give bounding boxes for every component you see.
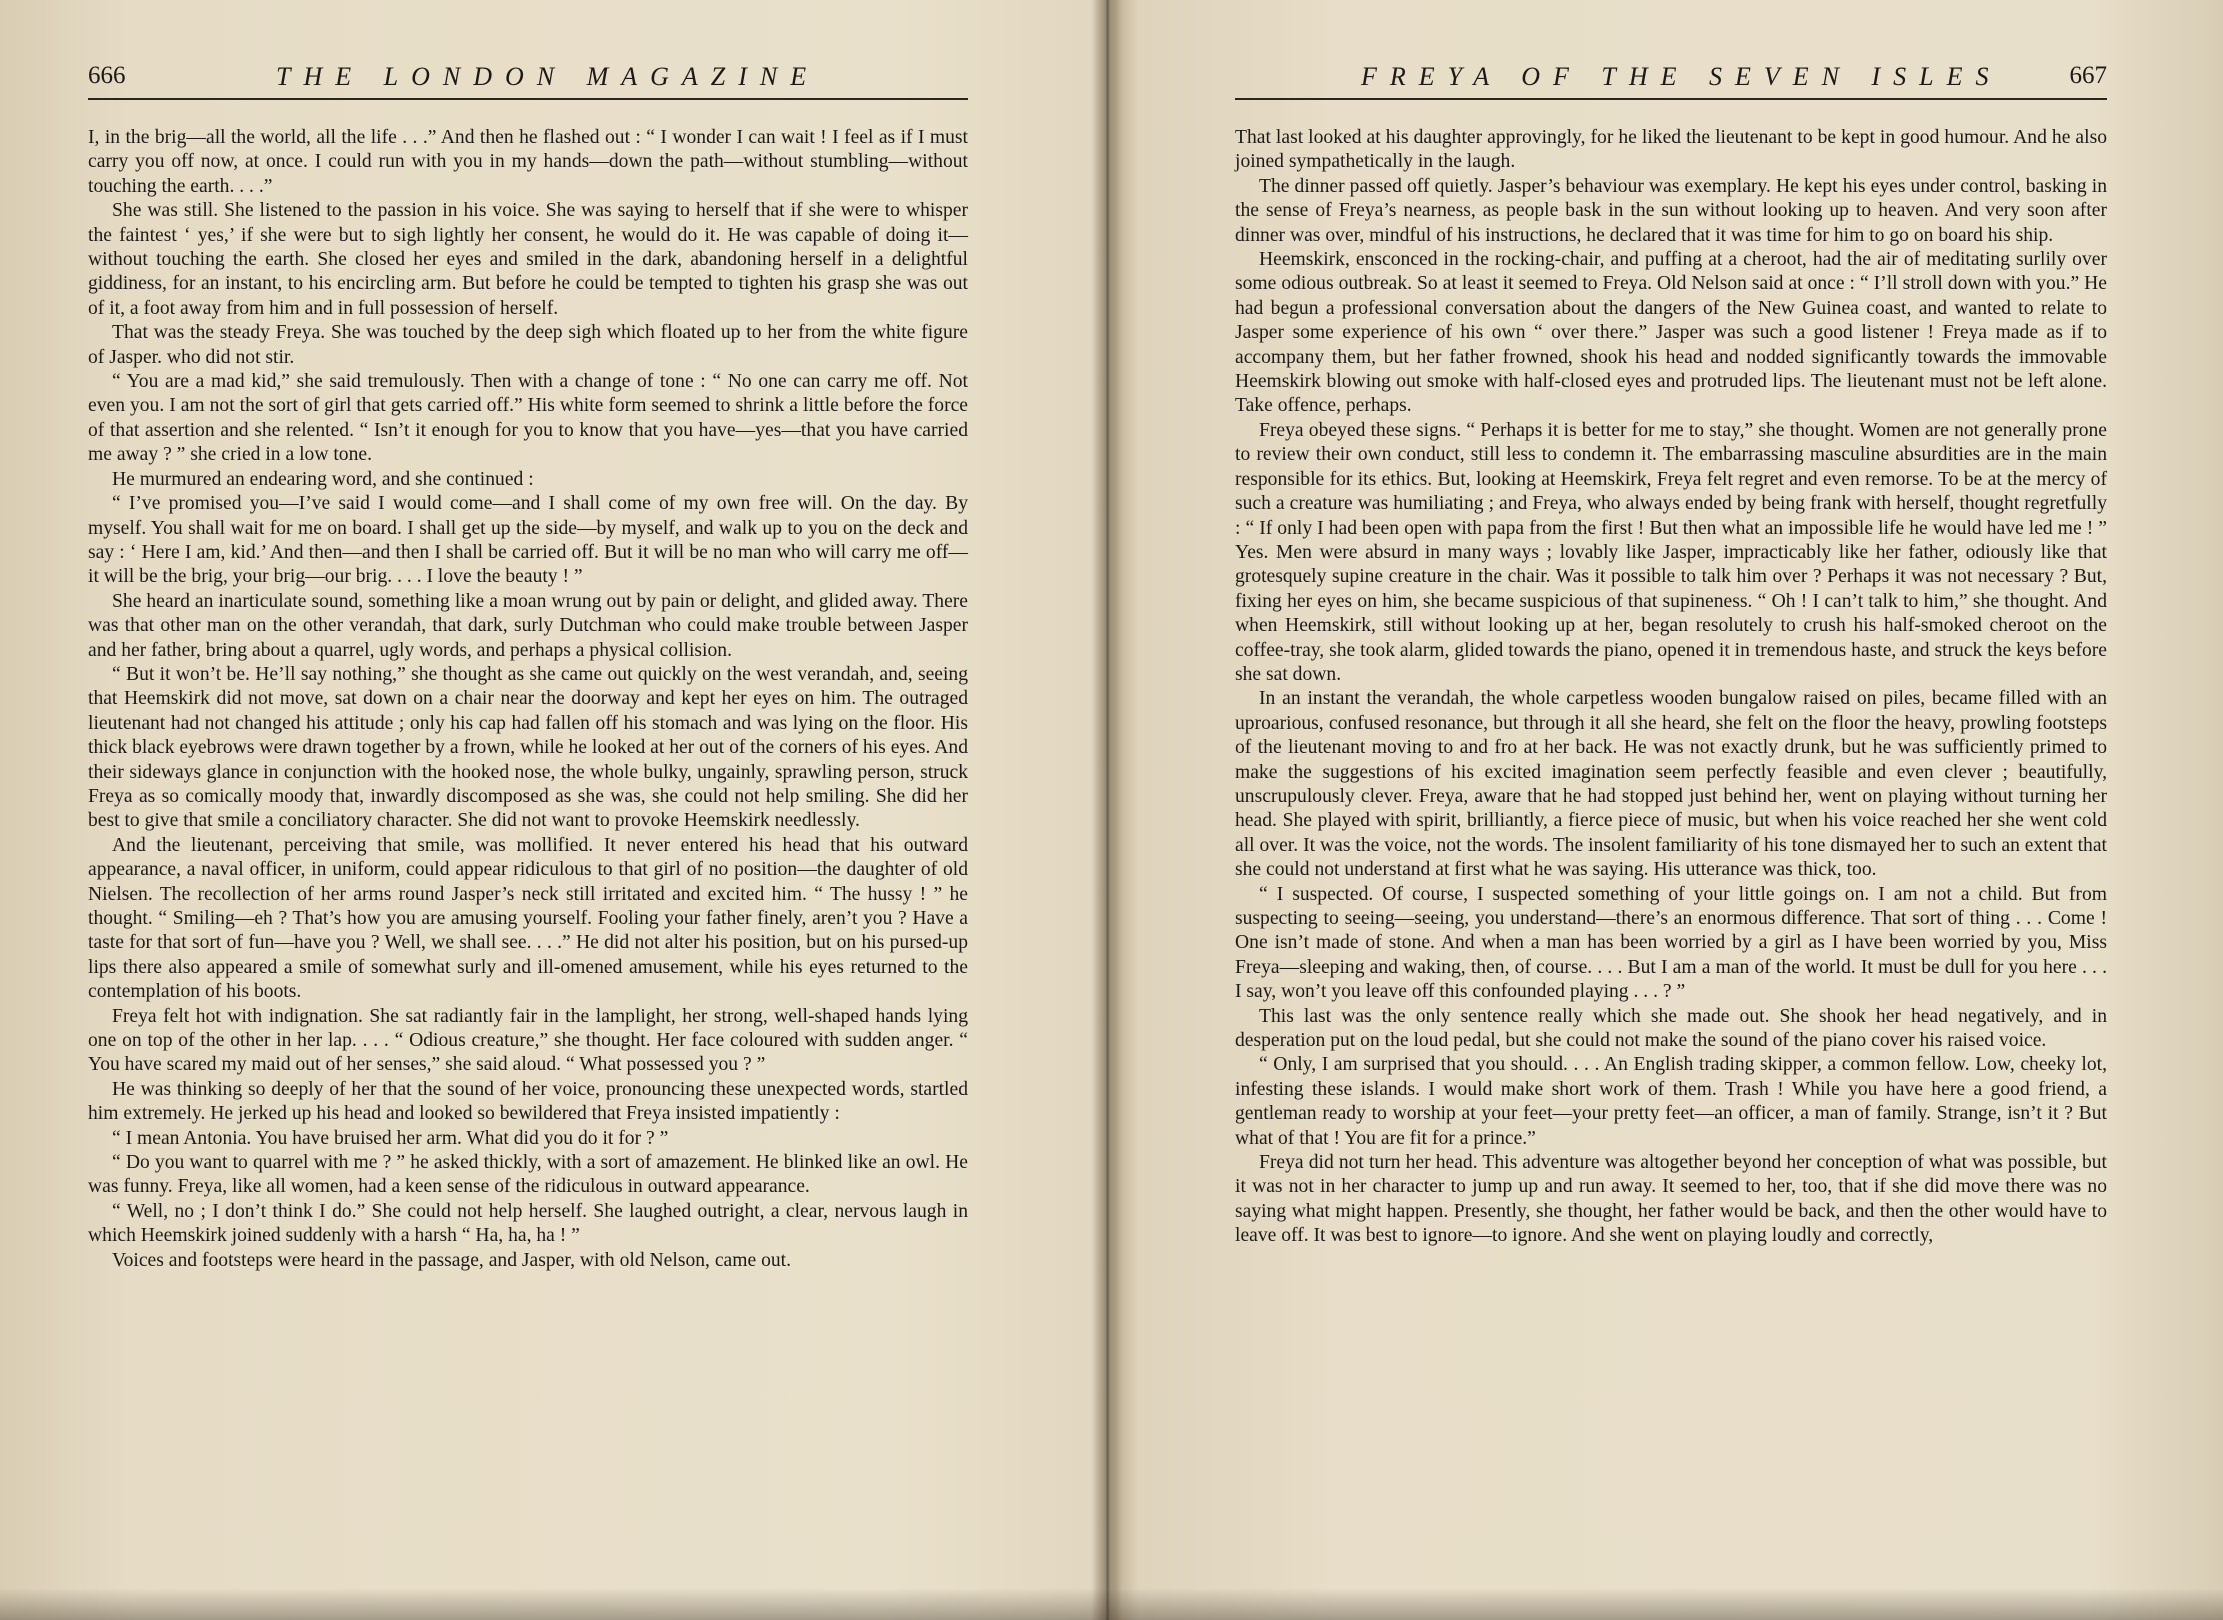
paragraph: Freya felt hot with indignation. She sat radiantly fair in the lamplight, her strong, well-shaped hands lying one on top of the other in her lap. . . . “ Odious creature,” she thought. Her face coloured with sudden anger. “ You have scared my maid out of her senses,” she said aloud. “ What possessed you ? ” xyxy=(88,1005,968,1076)
paragraph: Freya obeyed these signs. “ Perhaps it is better for me to stay,” she thought. Women are not generally prone to review their own conduct, still less to condemn it. The embarrassing masculine absurdities are in the main responsible for its ethics. But, looking at Heemskirk, Freya felt regret and even remorse. To be at the mercy of such a creature was humiliating ; and Freya, who always ended by being frank with herself, thought regretfully : “ If only I had been open with papa from the first ! But then what an impossible life he would have led me ! ” Yes. Men were absurd in many ways ; lovably like Jasper, impracticably like her father, odiously like that grotesquely supine creature in the chair. Was it possible to talk him over ? Perhaps it was not necessary ? But, fixing her eyes on him, she became suspicious of that supineness. “ Oh ! I can’t talk to him,” she thought. And when Heemskirk, still without looking up at her, began resolutely to crush his half-smoked cheroot on the coffee-tray, she took alarm, glided towards the piano, opened it in tremendous haste, and struck the keys before she sat down. xyxy=(1235,419,2107,685)
paragraph: I, in the brig—all the world, all the life . . .” And then he flashed out : “ I wonder I can wait ! I feel as if I must carry you off now, at once. I could run with you in my hands—down the path—without stumbling—without touching the earth. . . .” xyxy=(88,127,968,197)
paragraph: “ But it won’t be. He’ll say nothing,” she thought as she came out quickly on the west verandah, and, seeing that Heemskirk did not move, sat down on a chair near the doorway and kept her eyes on him. The outraged lieutenant had not changed his attitude ; only his cap had fallen off his stomach and was lying on the floor. His thick black eyebrows were drawn together by a frown, while he looked at her out of the corners of his eyes. And their sideways glance in conjunction with the hooked nose, the whole bulky, ungainly, sprawling person, struck Freya as so comically moody that, inwardly discomposed as she was, she could not help smiling. She did her best to give that smile a conciliatory character. She did not want to provoke Heemskirk needlessly. xyxy=(88,663,968,832)
paragraph: In an instant the verandah, the whole carpetless wooden bungalow raised on piles, became filled with an uproarious, confused resonance, but through it all she heard, she felt on the floor the heavy, prowling footsteps of the lieutenant moving to and fro at her back. He was not exactly drunk, but he was sufficiently primed to make the suggestions of his excited imagination seem perfectly feasible and even clever ; beautifully, unscrupulously clever. Freya, aware that he had stopped just behind her, went on playing without turning her head. She played with spirit, brilliantly, a fierce piece of music, but when his voice reached her she went cold all over. It was the voice, not the words. The insolent familiarity of his tone dismayed her to such an extent that she could not understand at first what he was saying. His utterance was thick, too. xyxy=(1235,688,2107,881)
paragraph: He was thinking so deeply of her that the sound of her voice, pronouncing these unexpected words, startled him extremely. He jerked up his head and looked so bewildered that Freya insisted impatiently : xyxy=(88,1078,968,1125)
paragraph: He murmured an endearing word, and she continued : xyxy=(112,468,534,490)
paragraph: That was the steady Freya. She was touched by the deep sigh which floated up to her from the white figure of Jasper. who did not stir. xyxy=(88,322,968,368)
book-gutter xyxy=(1092,0,1122,1620)
right-running-head: FREYA OF THE SEVEN ISLES xyxy=(1361,62,2002,91)
right-running-header xyxy=(1235,62,2107,100)
paragraph: Heemskirk, ensconced in the rocking-chair, and puffing at a cheroot, had the air of meditating surlily over some odious outbreak. So at least it seemed to Freya. Old Nelson said at once : “ I’ll stroll down with you.” He had begun a professional conversation about the dangers of the New Guinea coast, and wanted to relate to Jasper some experience of his own “ over there.” Jasper was such a good listener ! Freya made as if to accompany them, but her father frowned, shook his head and nodded significantly towards the immovable Heemskirk blowing out smoke with half-closed eyes and protruded lips. The lieutenant must not be left alone. Take offence, perhaps. xyxy=(1235,249,2107,417)
left-page xyxy=(88,0,968,1590)
paragraph: This last was the only sentence really which she made out. She shook her head negatively, and in desperation put on the loud pedal, but she could not make the sound of the piano cover his raised voice. xyxy=(1235,1005,2107,1052)
right-page-text xyxy=(1235,126,2107,1249)
page-bottom-edge xyxy=(0,1588,2223,1620)
paragraph: Voices and footsteps were heard in the passage, and Jasper, with old Nelson, came out. xyxy=(112,1249,792,1271)
paragraph: “ I’ve promised you—I’ve said I would come—and I shall come of my own free will. On the day. By myself. You shall wait for me on board. I shall get up the side—by myself, and walk up to you on the deck and say : ‘ Here I am, kid.’ And then—and then I shall be carried off. But it will be no man who will carry me off—it will be the brig, your brig—our brig. . . . I love the beauty ! ” xyxy=(88,493,968,588)
paragraph: The dinner passed off quietly. Jasper’s behaviour was exemplary. He kept his eyes under control, basking in the sense of Freya’s nearness, as people bask in the sun without looking up to heaven. And very soon after dinner was over, mindful of his instructions, he declared that it was time for him to go on board his ship. xyxy=(1235,175,2107,246)
paragraph: That last looked at his daughter approvingly, for he liked the lieutenant to be kept in good humour. And he also joined sympathetically in the laugh. xyxy=(1235,127,2107,173)
left-page-text xyxy=(88,126,968,1273)
paragraph: “ Only, I am surprised that you should. . . . An English trading skipper, a common fellow. Low, cheeky lot, infesting these islands. I would make short work of them. Trash ! While you have here a good friend, a gentleman ready to worship at your feet—your pretty feet—an officer, a man of family. Strange, isn’t it ? But what of that ! You are fit for a prince.” xyxy=(1235,1054,2107,1149)
left-page-number: 666 xyxy=(88,62,126,89)
paragraph: “ I suspected. Of course, I suspected something of your little goings on. I am not a child. But from suspecting to seeing—seeing, you understand—there’s an enormous difference. That sort of thing . . . Come ! One isn’t made of stone. And when a man has been worried by a girl as I have been worried by you, Miss Freya—sleeping and waking, then, of course. . . . But I am a man of the world. It must be dull for you here . . . I say, won’t you leave off this confounded playing . . . ? ” xyxy=(1235,883,2107,1003)
left-running-head: THE LONDON MAGAZINE xyxy=(276,62,820,91)
paragraph: She heard an inarticulate sound, something like a moan wrung out by pain or delight, and glided away. There was that other man on the other verandah, that dark, surly Dutchman who could make trouble between Jasper and her father, bring about a quarrel, ugly words, and perhaps a physical collision. xyxy=(88,590,968,661)
left-running-header xyxy=(88,62,968,100)
paragraph: “ I mean Antonia. You have bruised her arm. What did you do it for ? ” xyxy=(112,1127,669,1149)
paragraph: “ Well, no ; I don’t think I do.” She could not help herself. She laughed outright, a clear, nervous laugh in which Heemskirk joined suddenly with a harsh “ Ha, ha, ha ! ” xyxy=(88,1200,968,1247)
paragraph: Freya did not turn her head. This adventure was altogether beyond her conception of what was possible, but it was not in her character to jump up and run away. It seemed to her, too, that if she did move there was no saying what might happen. Presently, she thought, her father would be back, and then the other would have to leave off. It was best to ignore—to ignore. And she went on playing loudly and correctly, xyxy=(1235,1152,2107,1247)
paragraph: “ Do you want to quarrel with me ? ” he asked thickly, with a sort of amazement. He blinked like an owl. He was funny. Freya, like all women, had a keen sense of the ridiculous in outward appearance. xyxy=(88,1152,968,1198)
right-page-number: 667 xyxy=(2069,62,2107,89)
paragraph: She was still. She listened to the passion in his voice. She was saying to herself that if she were to whisper the faintest ‘ yes,’ if she were but to sigh lightly her consent, he would do it. He was capable of doing it—without touching the earth. She closed her eyes and smiled in the dark, abandoning herself in a delightful giddiness, for an instant, to his encircling arm. But before he could be tempted to tighten his grasp she was out of it, a foot away from him and in full possession of herself. xyxy=(88,200,968,319)
right-page xyxy=(1235,0,2107,1590)
paragraph: And the lieutenant, perceiving that smile, was mollified. It never entered his head that his outward appearance, a naval officer, in uniform, could appear ridiculous to that girl of no position—the daughter of old Nielsen. The recollection of her arms round Jasper’s neck still irritated and excited him. “ The hussy ! ” he thought. “ Smiling—eh ? That’s how you are amusing yourself. Fooling your father finely, aren’t you ? Have a taste for that sort of fun—have you ? Well, we shall see. . . .” He did not alter his position, but on his pursed-up lips there also appeared a smile of somewhat surly and ill-omened amusement, while his eyes returned to the contemplation of his boots. xyxy=(88,834,968,1003)
paragraph: “ You are a mad kid,” she said tremulously. Then with a change of tone : “ No one can carry me off. Not even you. I am not the sort of girl that gets carried off.” His white form seemed to shrink a little before the force of that assertion and she relented. “ Isn’t it enough for you to know that you have—yes—that you have carried me away ? ” she cried in a low tone. xyxy=(88,371,968,466)
